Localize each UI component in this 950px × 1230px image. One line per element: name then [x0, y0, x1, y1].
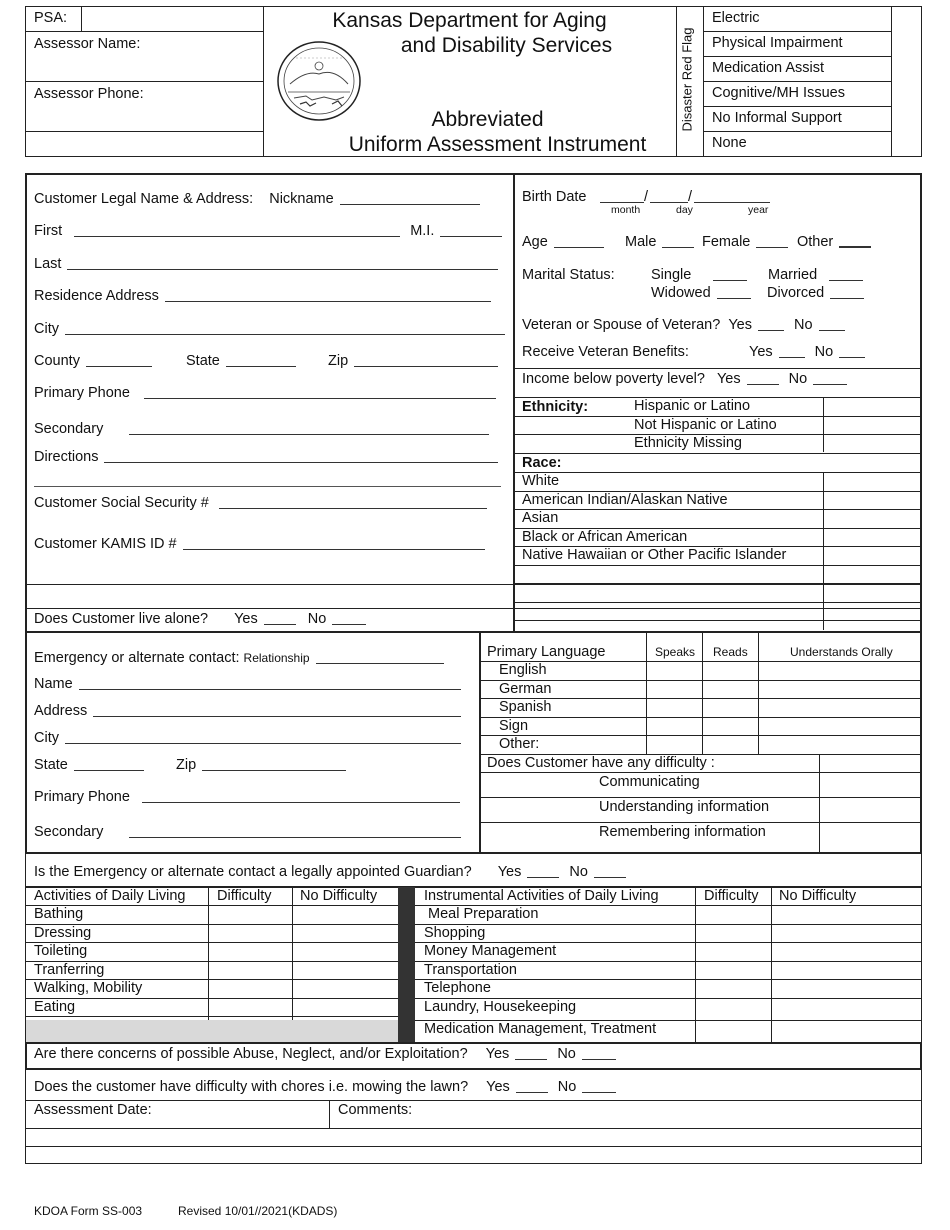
understands-checkbox[interactable] — [759, 681, 921, 698]
assessor-phone-input[interactable] — [26, 105, 262, 130]
city-field[interactable] — [65, 334, 505, 335]
mi-field[interactable] — [440, 236, 502, 237]
iadl-difficulty-checkbox[interactable] — [696, 925, 770, 942]
reads-checkbox[interactable] — [703, 736, 757, 753]
race-checkbox[interactable] — [824, 473, 921, 490]
benefits-no-field[interactable] — [839, 357, 865, 358]
iadl-no-difficulty-checkbox[interactable] — [772, 1021, 921, 1038]
ssn-label: Customer Social Security # — [34, 495, 209, 511]
relationship-field[interactable] — [316, 663, 444, 664]
benefits-yes-field[interactable] — [779, 357, 805, 358]
benefits-yes-label: Yes — [749, 344, 773, 360]
primary-language-header: Primary Language — [487, 644, 606, 660]
speaks-checkbox[interactable] — [647, 736, 701, 753]
abuse-no-field[interactable] — [582, 1059, 616, 1060]
poverty-yes-label: Yes — [716, 371, 741, 387]
psa-input[interactable] — [82, 7, 262, 30]
red-flag-checkbox[interactable] — [892, 7, 921, 30]
adl-no-difficulty-checkbox[interactable] — [293, 999, 397, 1016]
red-flag-checkbox[interactable] — [892, 32, 921, 55]
understands-checkbox[interactable] — [759, 718, 921, 735]
ec-primary-phone-field[interactable] — [142, 802, 460, 803]
comments-label: Comments: — [338, 1102, 413, 1118]
emergency-contact-label: Emergency or alternate contact: — [34, 650, 240, 666]
iadl-difficulty-checkbox[interactable] — [696, 962, 770, 979]
divorced-label: Divorced — [767, 285, 825, 301]
race-row-divider — [514, 602, 922, 603]
iadl-difficulty-checkbox[interactable] — [696, 999, 770, 1016]
race-row-divider — [514, 472, 922, 473]
iadl-no-difficulty-checkbox[interactable] — [772, 980, 921, 997]
language-option: Spanish — [499, 699, 552, 715]
race-row-divider — [514, 528, 922, 529]
adl-item: Toileting — [34, 943, 88, 959]
married-field[interactable] — [829, 280, 863, 281]
nickname-label: Nickname — [269, 191, 334, 207]
other-gender-label: Other — [797, 234, 834, 250]
iadl-no-difficulty-checkbox[interactable] — [772, 962, 921, 979]
primary-phone-field[interactable] — [144, 398, 496, 399]
red-flag-option: Cognitive/MH Issues — [712, 85, 845, 101]
adl-item: Tranferring — [34, 961, 105, 978]
adl-no-difficulty-checkbox[interactable] — [293, 980, 397, 997]
ethnicity-checkbox[interactable] — [824, 398, 921, 415]
male-label: Male — [625, 234, 657, 250]
live-alone-yes-label: Yes — [234, 611, 258, 627]
speaks-checkbox[interactable] — [647, 699, 701, 716]
race-row-divider — [514, 565, 922, 566]
abuse-no-label: No — [557, 1046, 576, 1062]
ec-address-label: Address — [34, 703, 88, 719]
live-alone-no-label: No — [307, 611, 327, 627]
iadl-item: Meal Preparation — [428, 906, 539, 922]
race-option: Asian — [522, 510, 559, 526]
male-field[interactable] — [662, 247, 694, 248]
adl-item: Bathing — [34, 906, 84, 922]
female-field[interactable] — [756, 247, 788, 248]
guardian-no-field[interactable] — [594, 877, 626, 878]
first-label: First — [34, 223, 63, 239]
single-label: Single — [651, 267, 692, 283]
red-flag-checkbox[interactable] — [892, 57, 921, 80]
abuse-yes-field[interactable] — [515, 1059, 547, 1060]
race-row-divider — [514, 584, 922, 585]
zip-field[interactable] — [354, 366, 498, 367]
ec-zip-label: Zip — [176, 757, 197, 773]
veteran-yes-label: Yes — [728, 317, 752, 333]
red-flag-checkbox[interactable] — [892, 107, 921, 130]
understands-checkbox[interactable] — [759, 736, 921, 753]
year-label: year — [748, 204, 769, 216]
adl-header: Activities of Daily Living — [34, 888, 186, 904]
benefits-no-label: No — [814, 344, 834, 360]
adl-difficulty-checkbox[interactable] — [209, 962, 291, 979]
other-gender-field[interactable] — [839, 246, 871, 248]
adl-no-difficulty-header: No Difficulty — [300, 888, 378, 904]
iadl-header: Instrumental Activities of Daily Living — [424, 888, 659, 904]
benefits-label: Receive Veteran Benefits: — [522, 344, 689, 360]
live-alone-no-field[interactable] — [332, 624, 366, 625]
race-option: Black or African American — [522, 528, 688, 545]
title-line1: Kansas Department for Aging — [332, 9, 607, 32]
single-field[interactable] — [713, 280, 747, 281]
red-flag-checkbox[interactable] — [892, 82, 921, 105]
revised-date: Revised 10/01//2021(KDADS) — [178, 1204, 338, 1218]
reads-header: Reads — [713, 645, 748, 659]
ec-primary-phone-label: Primary Phone — [34, 789, 130, 805]
assessment-date-label: Assessment Date: — [34, 1102, 152, 1118]
abuse-yes-label: Yes — [485, 1046, 510, 1062]
ethnicity-label: Ethnicity: — [522, 399, 589, 415]
red-flag-checkbox[interactable] — [892, 132, 921, 155]
iadl-difficulty-checkbox[interactable] — [696, 980, 770, 997]
flag-row-divider — [703, 31, 891, 32]
veteran-label: Veteran or Spouse of Veteran? — [522, 317, 721, 333]
age-label: Age — [522, 234, 548, 250]
primary-phone-label: Primary Phone — [34, 385, 130, 401]
adl-item: Eating — [34, 998, 76, 1015]
chores-yes-label: Yes — [486, 1079, 510, 1095]
iadl-item: Shopping — [424, 924, 486, 941]
flag-row-divider — [703, 56, 891, 57]
secondary-phone-field[interactable] — [129, 434, 489, 435]
difficulty-option: Communicating — [599, 774, 700, 790]
residence-field[interactable] — [165, 301, 491, 302]
adl-difficulty-checkbox[interactable] — [209, 906, 291, 923]
live-alone-yes-field[interactable] — [264, 624, 296, 625]
form-id: KDOA Form SS-003 — [34, 1204, 143, 1218]
mi-label: M.I. — [410, 223, 435, 239]
guardian-no-label: No — [569, 864, 588, 880]
secondary-label: Secondary — [34, 421, 104, 437]
county-label: County — [34, 353, 80, 369]
adl-no-difficulty-checkbox[interactable] — [293, 962, 397, 979]
difficulty-checkbox[interactable] — [820, 823, 921, 846]
race-checkbox[interactable] — [824, 492, 921, 509]
first-name-field[interactable] — [74, 236, 400, 237]
race-label: Race: — [522, 455, 562, 471]
iadl-no-difficulty-header: No Difficulty — [779, 888, 857, 904]
psa-label: PSA: — [34, 10, 68, 26]
race-option: White — [522, 473, 560, 489]
speaks-checkbox[interactable] — [647, 662, 701, 679]
language-option: Other: — [499, 736, 540, 752]
language-option: English — [499, 662, 547, 678]
red-flag-option: None — [712, 135, 747, 151]
adl-difficulty-checkbox[interactable] — [209, 980, 291, 997]
poverty-label: Income below poverty level? — [522, 371, 705, 387]
poverty-no-field[interactable] — [813, 384, 847, 385]
abuse-question: Are there concerns of possible Abuse, Neglect, and/or Exploitation? — [34, 1046, 468, 1062]
marital-label: Marital Status: — [522, 267, 615, 283]
birth-date-label: Birth Date — [522, 189, 587, 205]
state-field[interactable] — [226, 366, 296, 367]
assessor-name-label: Assessor Name: — [34, 36, 141, 52]
reads-checkbox[interactable] — [703, 699, 757, 716]
poverty-yes-field[interactable] — [747, 384, 779, 385]
iadl-no-difficulty-checkbox[interactable] — [772, 925, 921, 942]
birth-date-field[interactable]: / / — [600, 190, 770, 205]
nickname-field[interactable] — [340, 204, 480, 205]
ethnicity-option: Not Hispanic or Latino — [634, 416, 777, 433]
race-checkbox[interactable] — [824, 529, 921, 546]
understands-header: Understands Orally — [790, 645, 893, 659]
divorced-field[interactable] — [830, 298, 864, 299]
widowed-label: Widowed — [651, 285, 711, 301]
flag-row-divider — [703, 131, 891, 132]
red-flag-option: No Informal Support — [712, 110, 842, 126]
day-label: day — [676, 204, 693, 216]
residence-label: Residence Address — [34, 288, 159, 304]
race-checkbox[interactable] — [824, 547, 921, 564]
directions-field-line2[interactable] — [34, 486, 501, 487]
ec-address-field[interactable] — [93, 716, 461, 717]
ethnicity-row-divider — [514, 453, 922, 454]
guardian-question: Is the Emergency or alternate contact a legally appointed Guardian? — [34, 864, 472, 880]
race-row-divider — [514, 546, 922, 547]
title-line3: Abbreviated — [431, 108, 544, 131]
race-checkbox[interactable] — [824, 510, 921, 527]
ethnicity-option: Hispanic or Latino — [634, 398, 751, 414]
assessment-date-field[interactable] — [160, 1101, 328, 1127]
guardian-yes-label: Yes — [497, 864, 522, 880]
language-option: Sign — [499, 717, 529, 734]
race-option: American Indian/Alaskan Native — [522, 491, 728, 508]
iadl-difficulty-header: Difficulty — [704, 888, 759, 904]
veteran-no-field[interactable] — [819, 330, 845, 331]
ec-secondary-label: Secondary — [34, 824, 104, 840]
widowed-field[interactable] — [717, 298, 751, 299]
red-flag-option: Physical Impairment — [712, 35, 843, 51]
language-option: German — [499, 680, 552, 697]
ssn-field[interactable] — [219, 508, 487, 509]
comments-field[interactable] — [420, 1101, 920, 1163]
guardian-yes-field[interactable] — [527, 877, 559, 878]
adl-difficulty-checkbox[interactable] — [209, 943, 291, 960]
difficulty-question: Does Customer have any difficulty : — [487, 755, 715, 771]
chores-question: Does the customer have difficulty with chores i.e. mowing the lawn? — [34, 1079, 469, 1095]
red-flag-option: Electric — [712, 10, 760, 26]
month-label: month — [611, 204, 641, 216]
kamis-label: Customer KAMIS ID # — [34, 536, 177, 552]
iadl-no-difficulty-checkbox[interactable] — [772, 999, 921, 1016]
assessor-phone-label: Assessor Phone: — [34, 86, 144, 102]
understands-checkbox[interactable] — [759, 699, 921, 716]
iadl-item: Transportation — [424, 961, 517, 978]
ec-city-label: City — [34, 730, 59, 746]
ethnicity-option: Ethnicity Missing — [634, 435, 742, 451]
state-label: State — [186, 353, 220, 369]
chores-no-label: No — [557, 1079, 577, 1095]
adl-no-difficulty-checkbox[interactable] — [293, 925, 397, 942]
assessor-name-input[interactable] — [26, 55, 262, 80]
poverty-no-label: No — [788, 371, 808, 387]
reads-checkbox[interactable] — [703, 681, 757, 698]
directions-label: Directions — [34, 449, 99, 465]
speaks-checkbox[interactable] — [647, 718, 701, 735]
race-row-divider — [514, 608, 922, 609]
difficulty-option: Understanding information — [599, 799, 770, 815]
chores-no-field[interactable] — [582, 1092, 616, 1093]
ec-state-label: State — [34, 757, 68, 773]
zip-label: Zip — [328, 353, 349, 369]
iadl-difficulty-checkbox[interactable] — [696, 1021, 770, 1038]
married-label: Married — [768, 267, 818, 283]
city-label: City — [34, 321, 59, 337]
race-option: Native Hawaiian or Other Pacific Islander — [522, 547, 787, 563]
race-row-divider — [514, 509, 922, 510]
veteran-no-label: No — [793, 317, 813, 333]
directions-field[interactable] — [104, 462, 498, 463]
ec-secondary-field[interactable] — [129, 837, 461, 838]
reads-checkbox[interactable] — [703, 718, 757, 735]
title-line4: Uniform Assessment Instrument — [348, 133, 647, 156]
adl-difficulty-checkbox[interactable] — [209, 999, 291, 1016]
last-label: Last — [34, 256, 62, 272]
race-row-divider — [514, 491, 922, 492]
title-line2: and Disability Services — [400, 34, 613, 57]
speaks-header: Speaks — [655, 645, 696, 659]
kamis-field[interactable] — [183, 549, 485, 550]
ec-name-field[interactable] — [79, 689, 461, 690]
chores-yes-field[interactable] — [516, 1092, 548, 1093]
adl-no-difficulty-checkbox[interactable] — [293, 906, 397, 923]
female-label: Female — [702, 234, 751, 250]
ec-city-field[interactable] — [65, 743, 461, 744]
age-field[interactable] — [554, 247, 604, 248]
ethnicity-checkbox[interactable] — [824, 417, 921, 434]
iadl-difficulty-checkbox[interactable] — [696, 906, 770, 923]
ec-state-field[interactable] — [74, 770, 144, 771]
iadl-item: Medication Management, Treatment — [424, 1021, 657, 1037]
speaks-checkbox[interactable] — [647, 681, 701, 698]
county-field[interactable] — [86, 366, 152, 367]
difficulty-checkbox[interactable] — [820, 773, 921, 796]
race-row-divider — [514, 620, 922, 621]
adl-difficulty-checkbox[interactable] — [209, 925, 291, 942]
veteran-yes-field[interactable] — [758, 330, 784, 331]
red-flag-option: Medication Assist — [712, 60, 825, 76]
adl-divider — [398, 887, 415, 1042]
ec-name-label: Name — [34, 676, 73, 692]
last-name-field[interactable] — [67, 269, 498, 270]
adl-item: Dressing — [34, 924, 92, 941]
reads-checkbox[interactable] — [703, 662, 757, 679]
ec-zip-field[interactable] — [202, 770, 346, 771]
iadl-no-difficulty-checkbox[interactable] — [772, 943, 921, 960]
difficulty-checkbox[interactable] — [820, 798, 921, 821]
iadl-no-difficulty-checkbox[interactable] — [772, 906, 921, 923]
iadl-difficulty-checkbox[interactable] — [696, 943, 770, 960]
iadl-item: Telephone — [424, 980, 491, 996]
iadl-item: Money Management — [424, 943, 557, 959]
flag-row-divider — [703, 81, 891, 82]
ethnicity-checkbox[interactable] — [824, 435, 921, 452]
live-alone-label: Does Customer live alone? — [34, 611, 209, 627]
adl-difficulty-header: Difficulty — [217, 888, 272, 904]
adl-no-difficulty-checkbox[interactable] — [293, 943, 397, 960]
legal-name-label: Customer Legal Name & Address: — [34, 191, 254, 207]
understands-checkbox[interactable] — [759, 662, 921, 679]
relationship-label: Relationship — [243, 651, 310, 665]
adl-empty-row — [26, 1020, 398, 1042]
adl-item: Walking, Mobility — [34, 980, 143, 996]
adl-row-divider — [25, 1016, 398, 1017]
difficulty-option: Remembering information — [599, 824, 766, 840]
flag-row-divider — [703, 106, 891, 107]
red-flag-label: Disaster Red Flag — [679, 27, 695, 132]
iadl-item: Laundry, Housekeeping — [424, 998, 577, 1015]
